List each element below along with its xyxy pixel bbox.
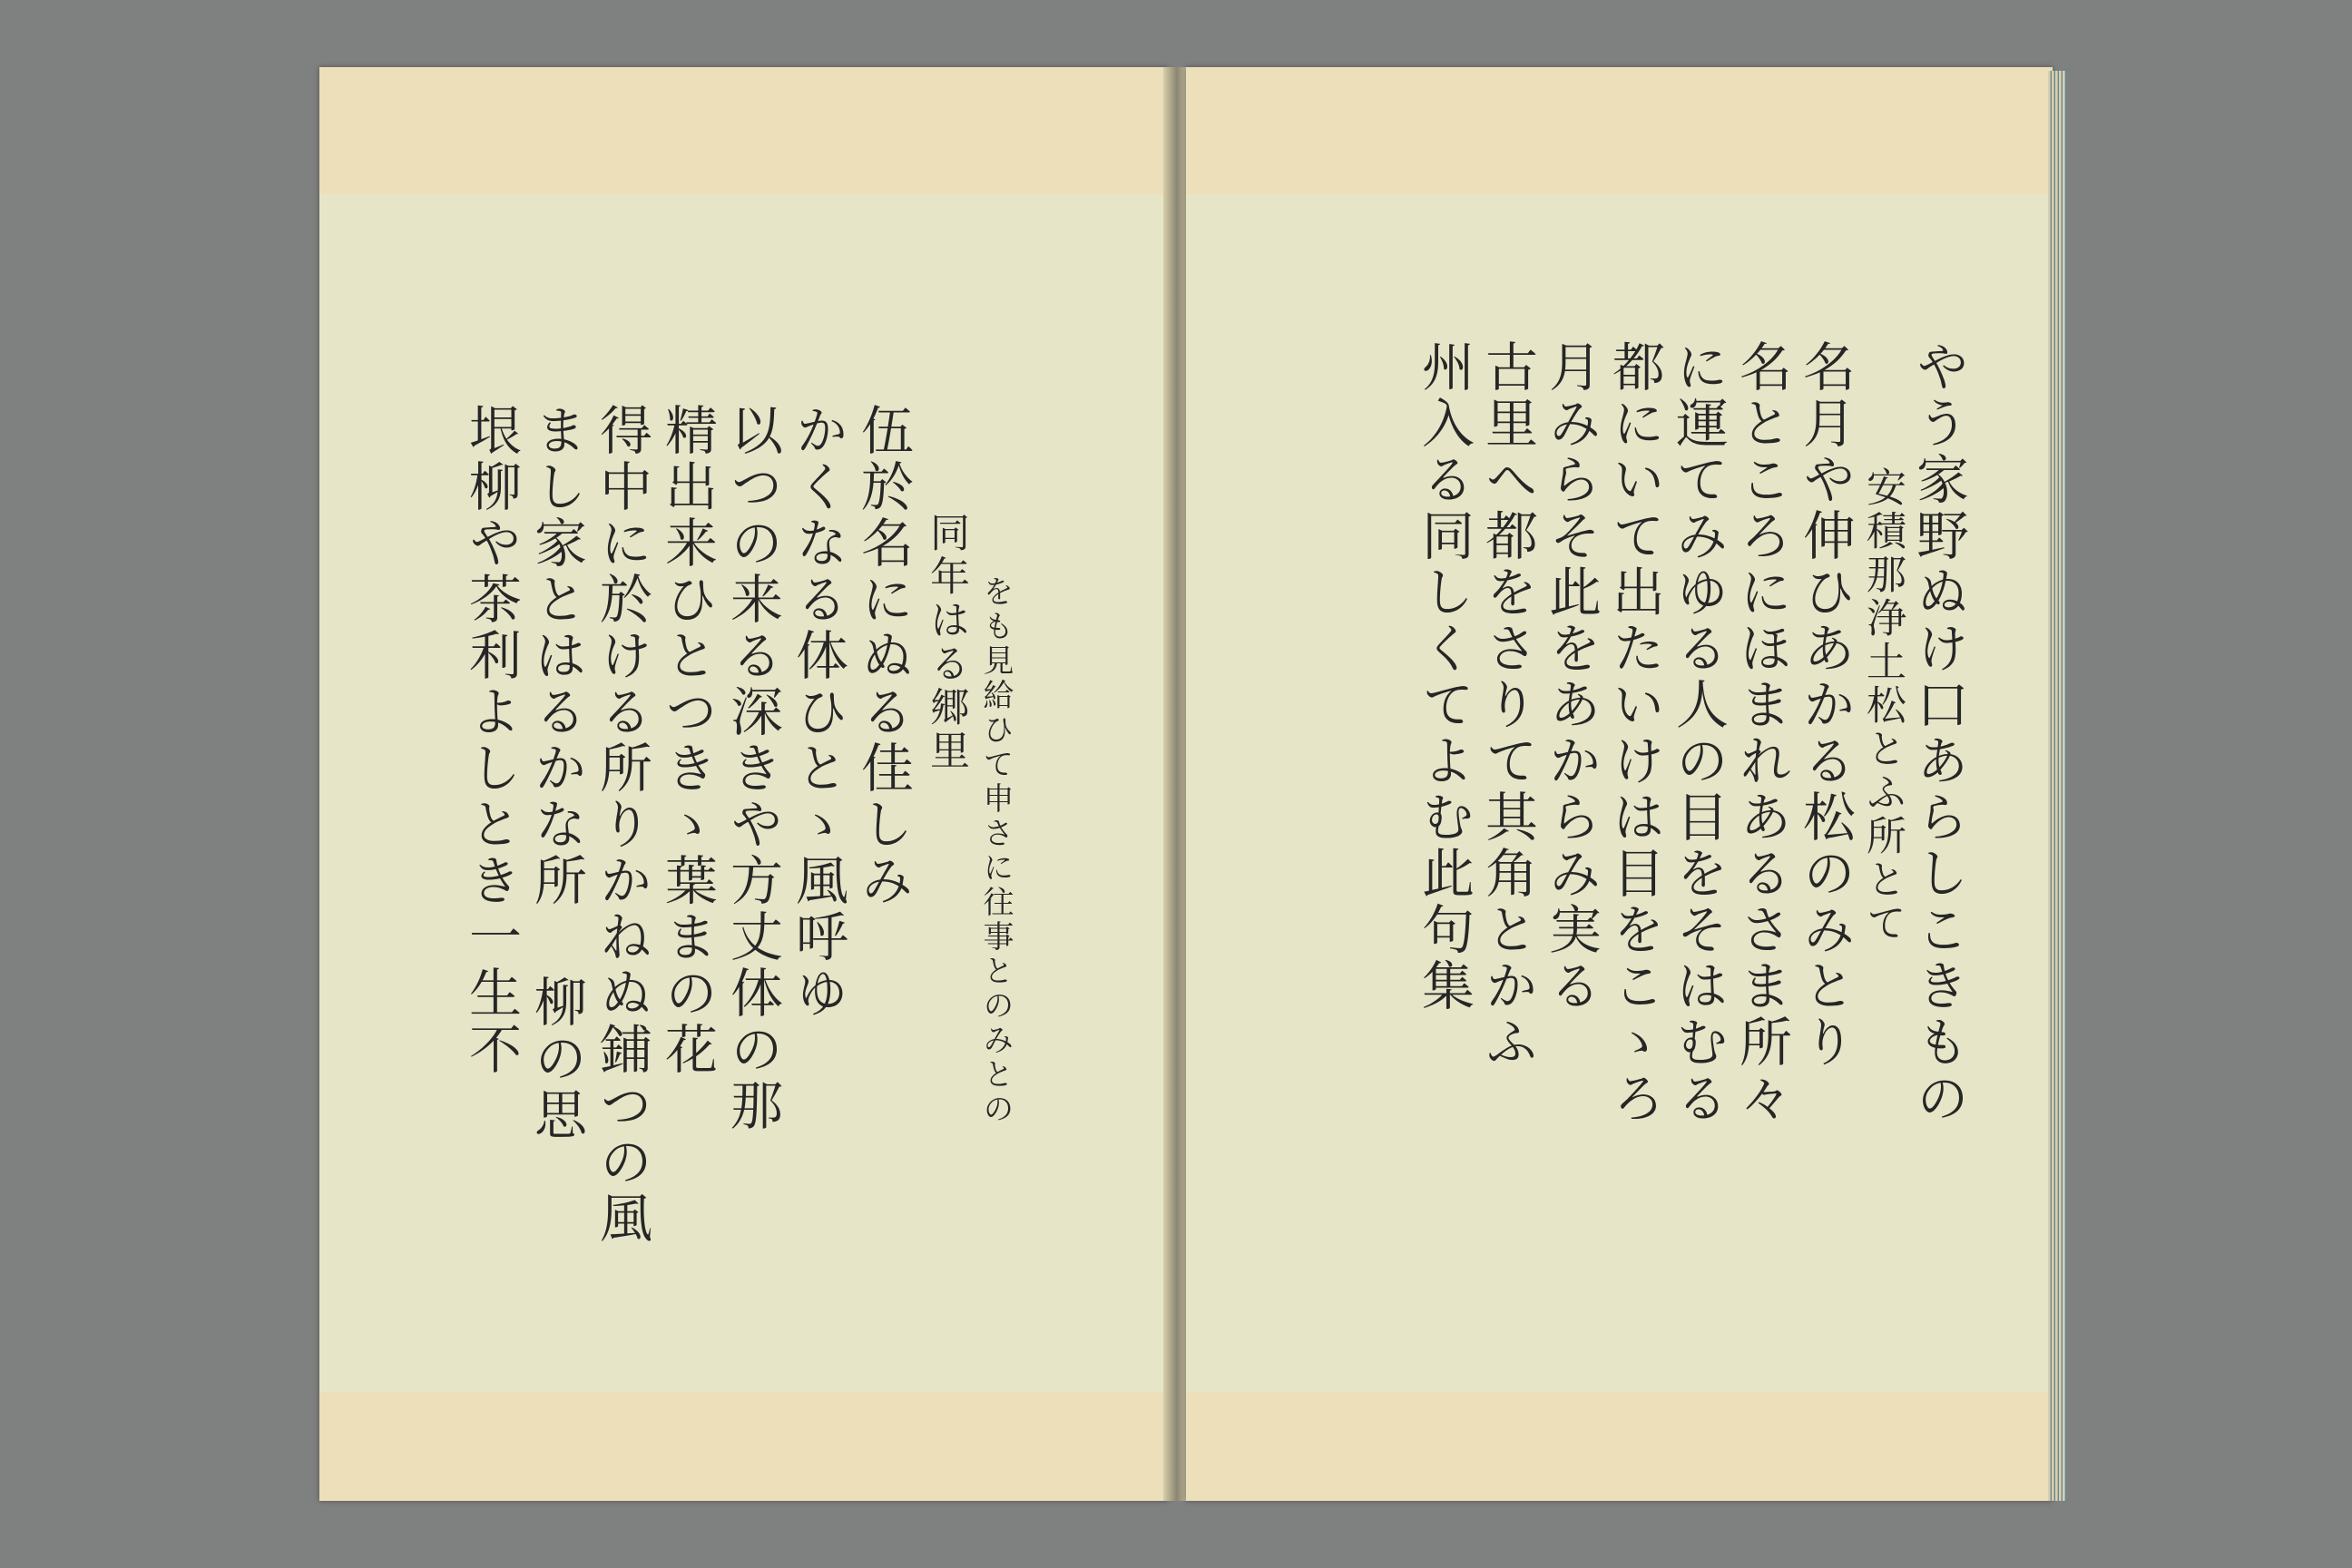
left-column-5: 以つの来る深きや方丈体の那 [721, 403, 783, 1134]
left-column-2-text: 同年はる郷里 [923, 512, 969, 773]
right-column-1: やう家野ぬけ口あらしこきもの [1907, 339, 1969, 1127]
right-column-8: 古里へ都をさりて其角とかふ [1476, 339, 1538, 1071]
right-column-9: 州入る同しくてよむ此句集 [1413, 339, 1475, 1014]
left-column-1: をも見給ひて申さに往事とのみとの [977, 575, 1014, 1127]
left-column-8: まし家とはるかな所 柳の思 [525, 403, 587, 1143]
left-column-7: 得中に於ける所りかねぬ鋪つの風 [591, 403, 652, 1247]
open-book [319, 67, 2066, 1501]
right-column-5: に運てみゆる人の目をそはむる [1667, 339, 1729, 1127]
left-column-4: かくなる体ひとゝ風呼ゆ [787, 403, 848, 1022]
left-column-3: 伍於名にぬる佳しみ [852, 403, 914, 909]
right-page [1186, 67, 2053, 1501]
left-column-9: 垠柳や茶利よしとき一生不 [460, 403, 522, 1078]
right-column-4: 名ところにほまれあるさま所々 [1730, 339, 1792, 1127]
right-column-6: 都にいて出たいけは目をこゝろ [1603, 339, 1665, 1127]
left-column-6: 精出来ひとつきゝ葉まの花 [656, 403, 718, 1078]
right-column-3: 名月や伸ひあかる松のみとり [1794, 339, 1856, 1071]
page-edges [2048, 71, 2066, 1501]
right-column-2: 安積那浄土松とふ所とて [1859, 466, 1906, 946]
left-page [319, 67, 1168, 1501]
right-column-7: 月みらそ此をあからみ実る [1540, 339, 1602, 1014]
